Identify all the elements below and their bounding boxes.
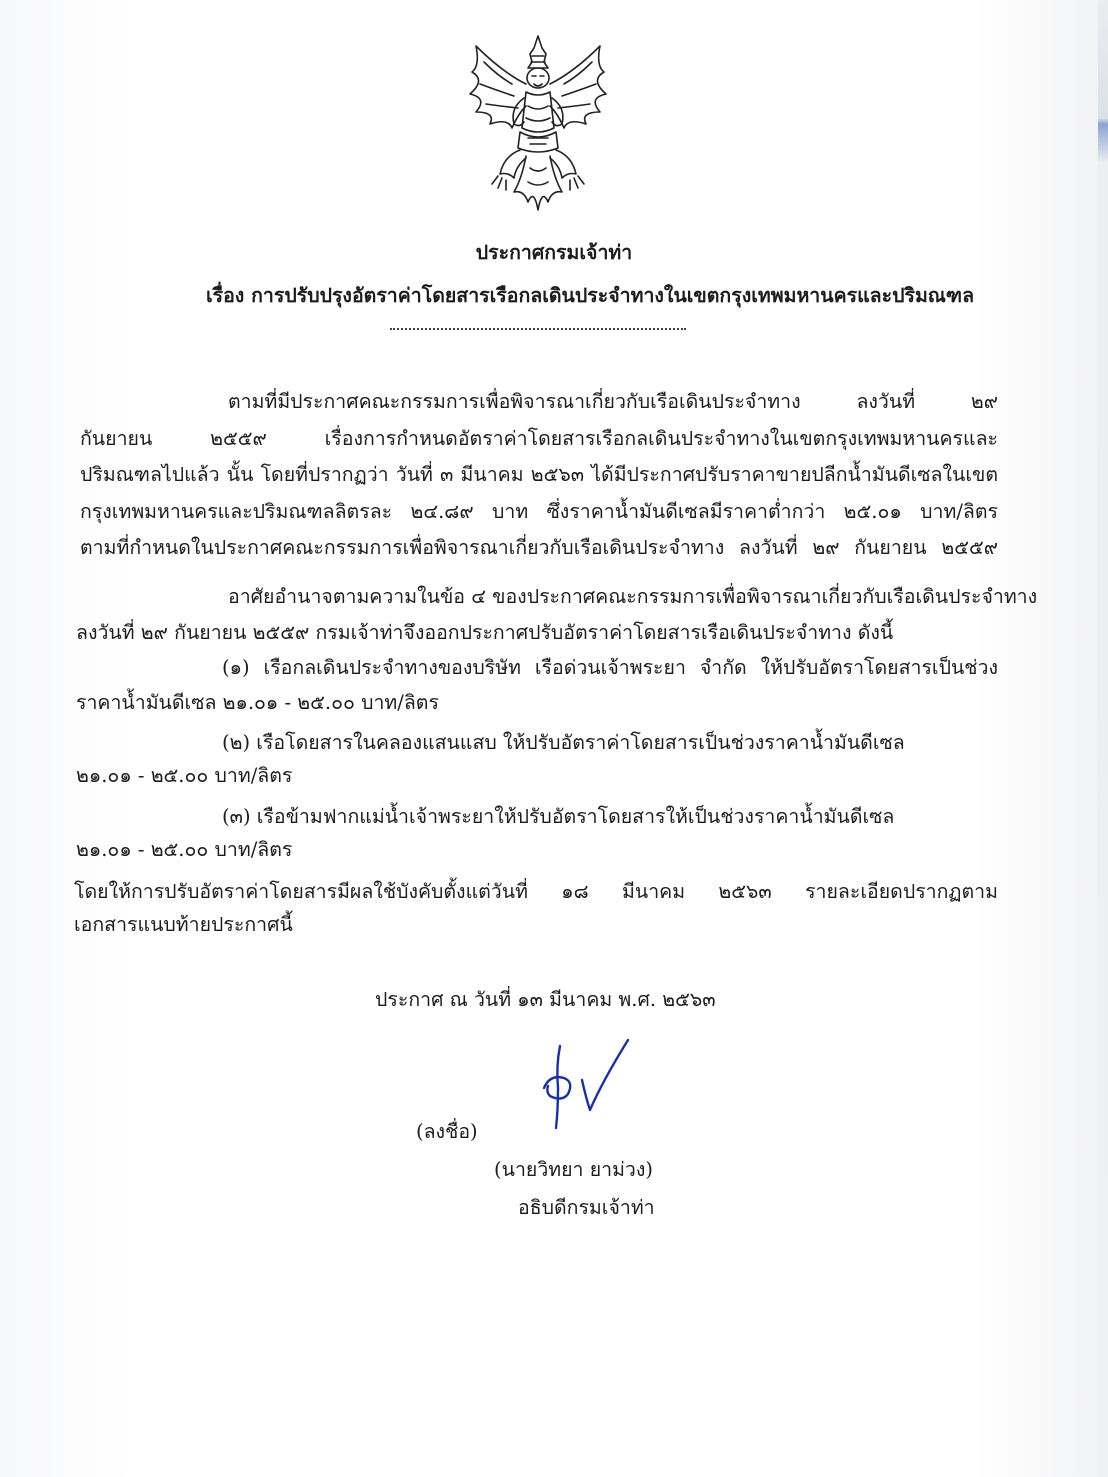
issuer-title: ประกาศกรมเจ้าท่า	[475, 241, 633, 264]
item1-line-2: ราคาน้ำมันดีเซล ๒๑.๐๑ - ๒๕.๐๐ บาท/ลิตร	[76, 691, 439, 714]
item2-line-1: (๒) เรือโดยสารในคลองแสนแสบ ให้ปรับอัตราค่าโดยสารเป็นช่วงราคาน้ำมันดีเซล	[222, 731, 905, 754]
garuda-emblem	[462, 32, 614, 218]
para2-line-1: อาศัยอำนาจตามความในข้อ ๔ ของประกาศคณะกรรมการเพื่อพิจารณาเกี่ยวกับเรือเดินประจำทาง	[228, 585, 1038, 608]
para1-line-3: ปริมณฑลไปแล้ว นั้น โดยที่ปรากฏว่า วันที่ ๓ มีนาคม ๒๕๖๓ ได้มีประกาศปรับราคาขายปลีกน้ำมันดีเซลในเขต	[80, 463, 998, 486]
para1-line-1: ตามที่มีประกาศคณะกรรมการเพื่อพิจารณาเกี่ยวกับเรือเดินประจำทาง ลงวันที่ ๒๙	[228, 390, 998, 413]
announce-date: ประกาศ ณ วันที่ ๑๓ มีนาคม พ.ศ. ๒๕๖๓	[375, 988, 716, 1011]
para1-line-5: ตามที่กำหนดในประกาศคณะกรรมการเพื่อพิจารณาเกี่ยวกับเรือเดินประจำทาง ลงวันที่ ๒๙ กันยายน ๒๕๕๙	[80, 536, 998, 559]
signer-name: (นายวิทยา ยาม่วง)	[494, 1158, 653, 1181]
signer-title: อธิบดีกรมเจ้าท่า	[518, 1196, 655, 1219]
title-divider	[390, 328, 686, 330]
item3-line-2: ๒๑.๐๑ - ๒๕.๐๐ บาท/ลิตร	[76, 838, 293, 861]
page-edge-shadow	[1098, 0, 1108, 1477]
para2-line-2: ลงวันที่ ๒๙ กันยายน ๒๕๕๙ กรมเจ้าท่าจึงออกประกาศปรับอัตราค่าโดยสารเรือเดินประจำทาง ดังนี้	[76, 621, 894, 644]
signed-label: (ลงชื่อ)	[416, 1120, 478, 1143]
item2-line-2: ๒๑.๐๑ - ๒๕.๐๐ บาท/ลิตร	[76, 764, 293, 787]
item3-line-1: (๓) เรือข้ามฟากแม่น้ำเจ้าพระยาให้ปรับอัตราโดยสารให้เป็นช่วงราคาน้ำมันดีเซล	[222, 805, 895, 828]
item1-line-1: (๑) เรือกลเดินประจำทางของบริษัท เรือด่วนเจ้าพระยา จำกัด ให้ปรับอัตราโดยสารเป็นช่วง	[222, 656, 998, 679]
closing-line-1: โดยให้การปรับอัตราค่าโดยสารมีผลใช้บังคับตั้งแต่วันที่ ๑๘ มีนาคม ๒๕๖๓ รายละเอียดปรากฏตาม	[74, 880, 998, 903]
closing-line-2: เอกสารแนบท้ายประกาศนี้	[74, 913, 293, 936]
subject-title: เรื่อง การปรับปรุงอัตราค่าโดยสารเรือกลเดินประจำทางในเขตกรุงเทพมหานครและปริมณฑล	[205, 284, 975, 307]
handwritten-signature	[538, 1036, 636, 1132]
para1-line-2: กันยายน ๒๕๕๙ เรื่องการกำหนดอัตราค่าโดยสารเรือกลเดินประจำทางในเขตกรุงเทพมหานครและ	[80, 427, 998, 450]
para1-line-4: กรุงเทพมหานครและปริมณฑลลิตรละ ๒๔.๘๙ บาท ซึ่งราคาน้ำมันดีเซลมีราคาต่ำกว่า ๒๕.๐๑ บาท/ลิตร	[80, 500, 998, 523]
